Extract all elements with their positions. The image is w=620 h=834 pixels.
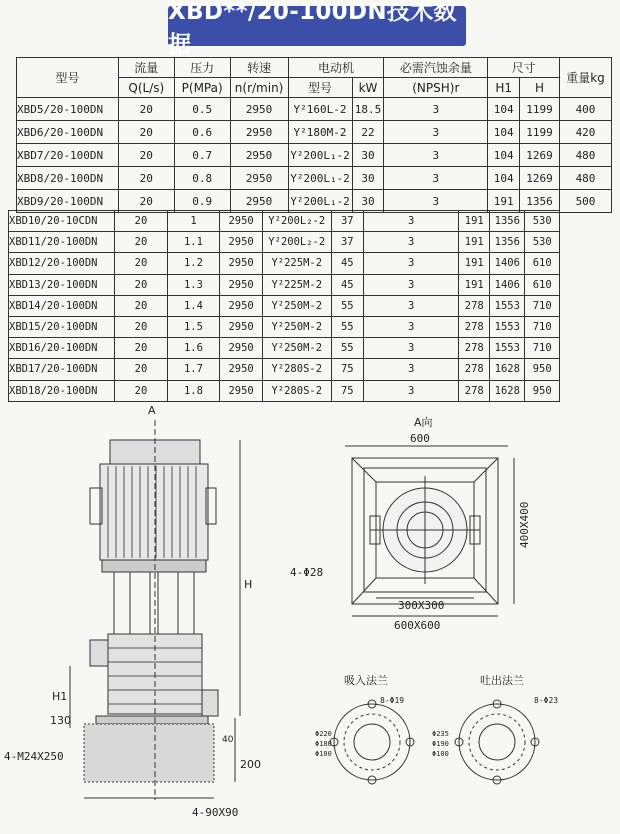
unit-h: H	[520, 78, 560, 98]
table-cell: Y²200L₁-2	[288, 190, 352, 213]
table-row	[9, 338, 560, 359]
pump-top-view	[345, 446, 514, 616]
base-size-label: 4-90X90	[192, 806, 239, 819]
table-cell: 1553	[490, 338, 525, 359]
table-cell: 1.6	[167, 338, 220, 359]
discharge-flange-d1: Φ235	[432, 730, 449, 738]
top-view-holes: 4-Φ28	[290, 566, 324, 579]
table-cell: 191	[488, 190, 520, 213]
table-cell: 20	[115, 316, 167, 337]
table-cell: 950	[525, 380, 560, 401]
col-motor: 电动机	[288, 58, 384, 78]
suction-flange-d2: Φ180	[315, 740, 332, 748]
table-cell: 1.2	[167, 253, 220, 274]
table-cell: 1.5	[167, 316, 220, 337]
table-row	[17, 167, 612, 190]
table-cell: 3	[363, 380, 458, 401]
unit-pressure: P(MPa)	[174, 78, 230, 98]
table-cell: XBD17/20-100DN	[9, 359, 115, 380]
table-cell: 1269	[520, 167, 560, 190]
suction-flange-title: 吸入法兰	[344, 674, 388, 687]
table-cell: 530	[525, 232, 560, 253]
table-cell: Y²200L₂-2	[262, 211, 331, 232]
table-cell: 1.1	[167, 232, 220, 253]
table-cell: 104	[488, 98, 520, 121]
table-cell: 20	[115, 359, 167, 380]
table-cell: 3	[363, 359, 458, 380]
table-cell: 3	[384, 167, 488, 190]
top-view-outer: 600X600	[394, 619, 441, 632]
table-cell: 104	[488, 121, 520, 144]
table-cell: 2950	[220, 253, 262, 274]
table-cell: 3	[363, 316, 458, 337]
table-cell: XBD18/20-100DN	[9, 380, 115, 401]
table-cell: 20	[115, 338, 167, 359]
table-cell: XBD7/20-100DN	[17, 144, 119, 167]
table-cell: XBD10/20-10CDN	[9, 211, 115, 232]
table-cell: 20	[118, 167, 174, 190]
table-cell: 20	[115, 295, 167, 316]
table-cell: 1356	[520, 190, 560, 213]
table-cell: 191	[459, 211, 490, 232]
table-cell: 75	[331, 359, 363, 380]
table-cell: 45	[331, 253, 363, 274]
table-cell: 2950	[230, 190, 288, 213]
col-flow: 流量	[118, 58, 174, 78]
table-cell: 278	[459, 338, 490, 359]
col-pressure: 压力	[174, 58, 230, 78]
table-cell: XBD9/20-100DN	[17, 190, 119, 213]
suction-flange-d3: Φ100	[315, 750, 332, 758]
table-cell: 610	[525, 274, 560, 295]
table-cell: Y²280S-2	[262, 380, 331, 401]
unit-motor-model: 型号	[288, 78, 352, 98]
table-cell: 2950	[220, 359, 262, 380]
table-cell: 500	[560, 190, 612, 213]
table-cell: 37	[331, 232, 363, 253]
pump-side-view	[70, 420, 240, 800]
discharge-flange-d3: Φ100	[432, 750, 449, 758]
dim-130-label: 130	[50, 714, 71, 727]
table-cell: 3	[363, 253, 458, 274]
table-cell: 710	[525, 316, 560, 337]
table-cell: 3	[384, 121, 488, 144]
table-cell: 1356	[490, 211, 525, 232]
table-cell: 3	[363, 232, 458, 253]
unit-kw: kW	[352, 78, 384, 98]
table-cell: 1356	[490, 232, 525, 253]
table-row	[17, 98, 612, 121]
unit-flow: Q(L/s)	[118, 78, 174, 98]
table-cell: 20	[118, 98, 174, 121]
table-cell: 22	[352, 121, 384, 144]
table-cell: 0.9	[174, 190, 230, 213]
table-cell: 1553	[490, 295, 525, 316]
table-cell: 0.5	[174, 98, 230, 121]
table-cell: 18.5	[352, 98, 384, 121]
table-cell: 2950	[220, 316, 262, 337]
table-cell: 1406	[490, 274, 525, 295]
discharge-flange-title: 吐出法兰	[480, 674, 524, 687]
table-row	[17, 121, 612, 144]
table-cell: 55	[331, 295, 363, 316]
table-cell: 30	[352, 144, 384, 167]
spec-table-bottom	[8, 210, 560, 402]
table-cell: 2950	[230, 144, 288, 167]
table-cell: 1.3	[167, 274, 220, 295]
col-model: 型号	[17, 58, 119, 98]
table-cell: 3	[363, 274, 458, 295]
table-cell: 1.7	[167, 359, 220, 380]
table-cell: XBD14/20-100DN	[9, 295, 115, 316]
table-cell: XBD15/20-100DN	[9, 316, 115, 337]
dim-200-label: 200	[240, 758, 261, 771]
table-cell: Y²160L-2	[288, 98, 352, 121]
table-cell: 2950	[230, 98, 288, 121]
table-cell: 0.7	[174, 144, 230, 167]
suction-flange-d1: Φ220	[315, 730, 332, 738]
table-cell: 55	[331, 316, 363, 337]
table-row	[9, 253, 560, 274]
table-cell: 278	[459, 359, 490, 380]
table-cell: 3	[384, 98, 488, 121]
table-cell: 2950	[220, 232, 262, 253]
table-cell: Y²225M-2	[262, 274, 331, 295]
table-cell: 37	[331, 211, 363, 232]
table-cell: 104	[488, 167, 520, 190]
table-cell: 20	[115, 380, 167, 401]
col-npsh: 必需汽蚀余量	[384, 58, 488, 78]
table-cell: 1.8	[167, 380, 220, 401]
table-cell: 20	[118, 144, 174, 167]
table-cell: Y²200L₂-2	[262, 232, 331, 253]
table-cell: 191	[459, 232, 490, 253]
table-cell: 2950	[230, 167, 288, 190]
discharge-flange-d2: Φ190	[432, 740, 449, 748]
table-cell: 420	[560, 121, 612, 144]
table-cell: 20	[115, 211, 167, 232]
table-cell: 950	[525, 359, 560, 380]
table-cell: 3	[384, 190, 488, 213]
bolt-spec-label: 4-M24X250	[4, 750, 64, 763]
table-cell: 104	[488, 144, 520, 167]
col-speed: 转速	[230, 58, 288, 78]
table-cell: 2950	[220, 211, 262, 232]
table-row	[9, 211, 560, 232]
table-cell: 3	[363, 295, 458, 316]
table-cell: 20	[115, 274, 167, 295]
table-cell: XBD11/20-100DN	[9, 232, 115, 253]
table-cell: 30	[352, 167, 384, 190]
col-weight: 重量kg	[560, 58, 612, 98]
table-row	[17, 144, 612, 167]
top-view-width: 600	[410, 432, 430, 445]
table-cell: 710	[525, 338, 560, 359]
table-cell: 530	[525, 211, 560, 232]
table-cell: 2950	[220, 380, 262, 401]
table-cell: 1.4	[167, 295, 220, 316]
table-cell: XBD16/20-100DN	[9, 338, 115, 359]
table-cell: 55	[331, 338, 363, 359]
table-row	[9, 359, 560, 380]
dim-40-label: 40	[222, 735, 234, 745]
table-row	[9, 316, 560, 337]
table-cell: 20	[115, 253, 167, 274]
table-cell: 1	[167, 211, 220, 232]
dim-h1-label: H1	[52, 690, 68, 703]
top-view-title: A向	[414, 416, 433, 429]
table-cell: 1199	[520, 121, 560, 144]
table-cell: Y²200L₁-2	[288, 167, 352, 190]
table-cell: Y²250M-2	[262, 295, 331, 316]
table-cell: Y²250M-2	[262, 316, 331, 337]
table-cell: 480	[560, 144, 612, 167]
table-cell: Y²200L₁-2	[288, 144, 352, 167]
unit-npsh: (NPSH)r	[384, 78, 488, 98]
dim-h-label: H	[244, 578, 253, 591]
table-cell: 710	[525, 295, 560, 316]
table-cell: 400	[560, 98, 612, 121]
table-cell: 191	[459, 253, 490, 274]
table-cell: XBD5/20-100DN	[17, 98, 119, 121]
top-view-inner: 300X300	[398, 599, 445, 612]
table-cell: 2950	[220, 295, 262, 316]
table-cell: 1199	[520, 98, 560, 121]
spec-table-top	[16, 57, 612, 213]
table-cell: 0.8	[174, 167, 230, 190]
table-cell: 480	[560, 167, 612, 190]
table-cell: Y²280S-2	[262, 359, 331, 380]
table-cell: Y²250M-2	[262, 338, 331, 359]
table-cell: 3	[384, 144, 488, 167]
table-cell: 1628	[490, 380, 525, 401]
table-cell: 20	[118, 121, 174, 144]
col-size: 尺寸	[488, 58, 560, 78]
table-cell: XBD6/20-100DN	[17, 121, 119, 144]
header-row	[17, 58, 612, 78]
table-row	[9, 274, 560, 295]
table-cell: 0.6	[174, 121, 230, 144]
table-cell: 278	[459, 380, 490, 401]
table-row	[9, 295, 560, 316]
page-title: XBD**/20-100DN技术数据	[168, 6, 466, 46]
table-cell: XBD13/20-100DN	[9, 274, 115, 295]
table-cell: Y²225M-2	[262, 253, 331, 274]
table-cell: 1269	[520, 144, 560, 167]
table-row	[9, 380, 560, 401]
table-cell: 1406	[490, 253, 525, 274]
table-cell: 1553	[490, 316, 525, 337]
table-cell: 45	[331, 274, 363, 295]
unit-speed: n(r/min)	[230, 78, 288, 98]
table-cell: XBD8/20-100DN	[17, 167, 119, 190]
unit-h1: H1	[488, 78, 520, 98]
table-cell: 2950	[230, 121, 288, 144]
table-cell: 2950	[220, 338, 262, 359]
table-cell: 610	[525, 253, 560, 274]
top-view-side: 400X400	[518, 501, 531, 548]
discharge-flange-holes: 8-Φ23	[534, 696, 559, 705]
table-cell: 1628	[490, 359, 525, 380]
table-cell: XBD12/20-100DN	[9, 253, 115, 274]
table-cell: 30	[352, 190, 384, 213]
table-cell: Y²180M-2	[288, 121, 352, 144]
discharge-flange	[455, 700, 539, 784]
table-row	[9, 232, 560, 253]
table-cell: 75	[331, 380, 363, 401]
table-cell: 2950	[220, 274, 262, 295]
table-cell: 278	[459, 316, 490, 337]
view-a-label: A	[148, 404, 156, 417]
suction-flange	[330, 700, 414, 784]
table-cell: 3	[363, 338, 458, 359]
table-cell: 20	[118, 190, 174, 213]
suction-flange-holes: 8-Φ19	[380, 696, 405, 705]
table-cell: 191	[459, 274, 490, 295]
table-cell: 278	[459, 295, 490, 316]
table-cell: 3	[363, 211, 458, 232]
table-cell: 20	[115, 232, 167, 253]
